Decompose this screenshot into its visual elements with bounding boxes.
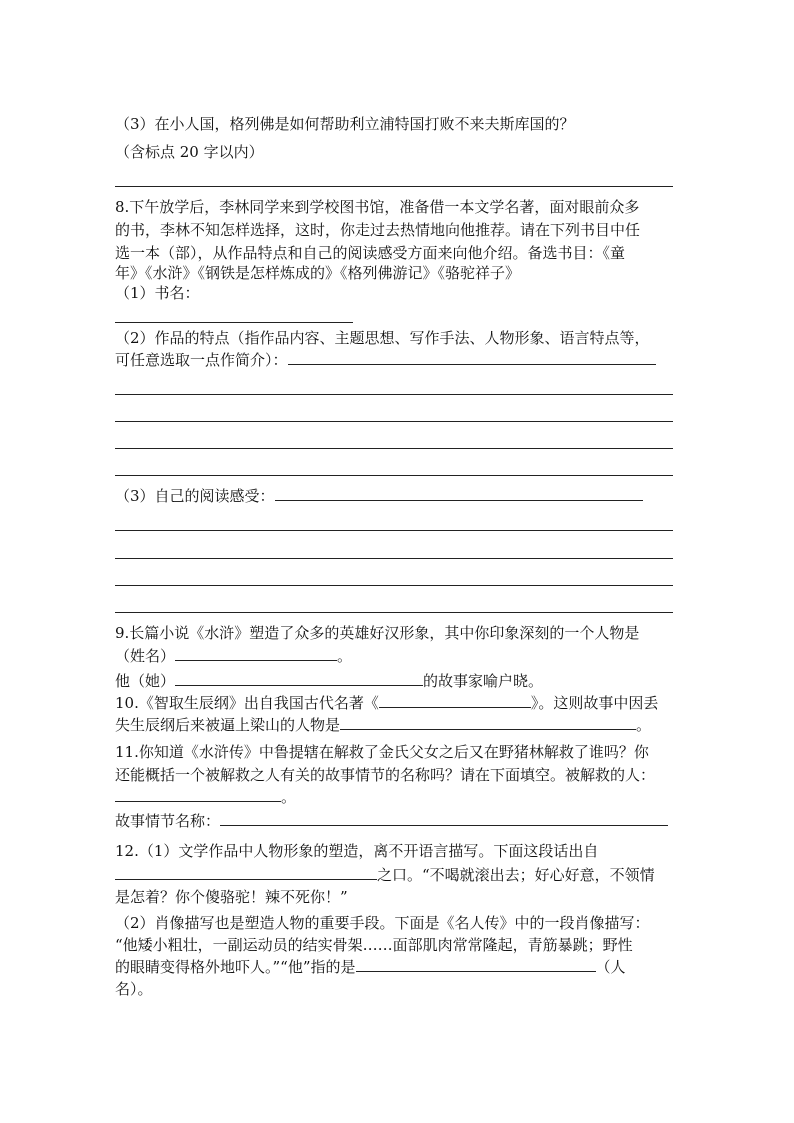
q12-text-4: （2）肖像描写也是塑造人物的重要手段。下面是《名人传》中的一段肖像描写： <box>115 914 650 932</box>
q12-person-blank[interactable] <box>356 956 596 972</box>
q12-quote-1: 之口。“不喝就滚出去；好心好意，不领情 <box>377 866 655 884</box>
q12-text-5: “他矮小粗壮，一副运动员的结实骨架……面部肌肉常常隆起，青筋暴跳；野性 <box>115 936 633 954</box>
answer-line[interactable] <box>115 394 673 395</box>
q10-text-c: 失生辰纲后来被逼上梁山的人物是 <box>115 716 341 734</box>
answer-line[interactable] <box>115 421 673 422</box>
q9-story-blank[interactable] <box>175 670 423 686</box>
q8-part2-answer-line[interactable] <box>288 349 656 365</box>
q9-name-blank[interactable] <box>175 645 337 661</box>
q12-text-6b: （人 <box>595 958 626 976</box>
q11-rescued-end: 。 <box>281 788 297 806</box>
q12-speaker-blank[interactable] <box>115 864 377 880</box>
q8-text-2: 的书，李林不知怎样选择，这时，你走过去热情地向他推荐。请在下列书目中任 <box>115 221 641 239</box>
answer-line[interactable] <box>115 475 673 476</box>
q9-name-end: 。 <box>337 647 353 665</box>
q10-text-a: 10.《智取生辰纲》出自我国古代名著《 <box>115 694 379 712</box>
q9-name-label: （姓名） <box>115 647 176 665</box>
q10-row-2 <box>115 714 651 736</box>
q11-text-2: 还能概括一个被解救之人有关的故事情节的名称吗？请在下面填空。被解救的人： <box>115 766 656 784</box>
q11-text-1: 11.你知道《水浒传》中鲁提辖在解救了金氏父女之后又在野猪林解救了谁吗？你 <box>115 743 649 761</box>
q8-text-1: 8.下午放学后，李林同学来到学校图书馆，准备借一本文学名著，面对眼前众多 <box>115 198 640 216</box>
q7-3-answer-line[interactable] <box>115 186 673 187</box>
q8-part2-label-1: （2）作品的特点（指作品内容、主题思想、写作手法、人物形象、语言特点等， <box>115 329 650 347</box>
answer-line[interactable] <box>115 530 673 531</box>
q9-text-1: 9.长篇小说《水浒》塑造了众多的英雄好汉形象，其中你印象深刻的一个人物是 <box>115 624 640 642</box>
q10-row-1 <box>115 692 658 714</box>
q8-part2-label-text: 可任意选取一点作简介）： <box>115 351 288 369</box>
q8-part2-label-2 <box>115 349 656 371</box>
q10-book-blank[interactable] <box>379 692 531 708</box>
q10-text-d: 。 <box>636 716 652 734</box>
answer-line[interactable] <box>115 612 673 613</box>
q11-plot-blank[interactable] <box>220 810 668 826</box>
q8-part1-label: （1）书名： <box>115 284 200 302</box>
answer-line[interactable] <box>115 558 673 559</box>
q12-portrait-row <box>115 956 626 978</box>
q12-speaker-row <box>115 864 655 886</box>
q8-part3-label <box>115 485 643 507</box>
q8-part3-answer-line[interactable] <box>275 485 643 501</box>
q7-3-prompt: （3）在小人国，格列佛是如何帮助利立浦特国打败不来夫斯库国的？ <box>115 115 575 133</box>
q7-3-hint: （含标点 20 字以内） <box>115 143 264 161</box>
q10-person-blank[interactable] <box>340 714 636 730</box>
q8-book-name-line[interactable] <box>115 322 353 323</box>
q11-rescued-blank[interactable] <box>115 786 281 802</box>
q12-text-3: 是怎着？你个傻骆驼！辣不死你！” <box>115 888 348 906</box>
q12-text-7: 名）。 <box>115 980 153 998</box>
q11-plot-label: 故事情节名称： <box>115 812 221 830</box>
q9-story-row <box>115 670 543 692</box>
q12-text-6: 的眼睛变得格外地吓人。”“他”指的是 <box>115 958 356 976</box>
q8-text-4: 年》《水浒》《钢铁是怎样炼成的》《格列佛游记》《骆驼祥子》 <box>115 264 521 282</box>
q11-rescued-row <box>115 786 296 808</box>
q10-text-b: 》。这则故事中因丢 <box>530 694 659 712</box>
q8-part3-label-text: （3）自己的阅读感受： <box>115 487 275 505</box>
answer-line[interactable] <box>115 448 673 449</box>
q9-story-end: 的故事家喻户晓。 <box>423 672 544 690</box>
answer-line[interactable] <box>115 585 673 586</box>
q8-text-3: 选一本（部），从作品特点和自己的阅读感受方面来向他介绍。备选书目：《童 <box>115 244 626 262</box>
q9-name-row <box>115 645 352 667</box>
q12-text-1: 12.（1）文学作品中人物形象的塑造，离不开语言描写。下面这段话出自 <box>115 842 599 860</box>
q11-plot-row <box>115 810 668 832</box>
q9-story-label: 他（她） <box>115 672 176 690</box>
